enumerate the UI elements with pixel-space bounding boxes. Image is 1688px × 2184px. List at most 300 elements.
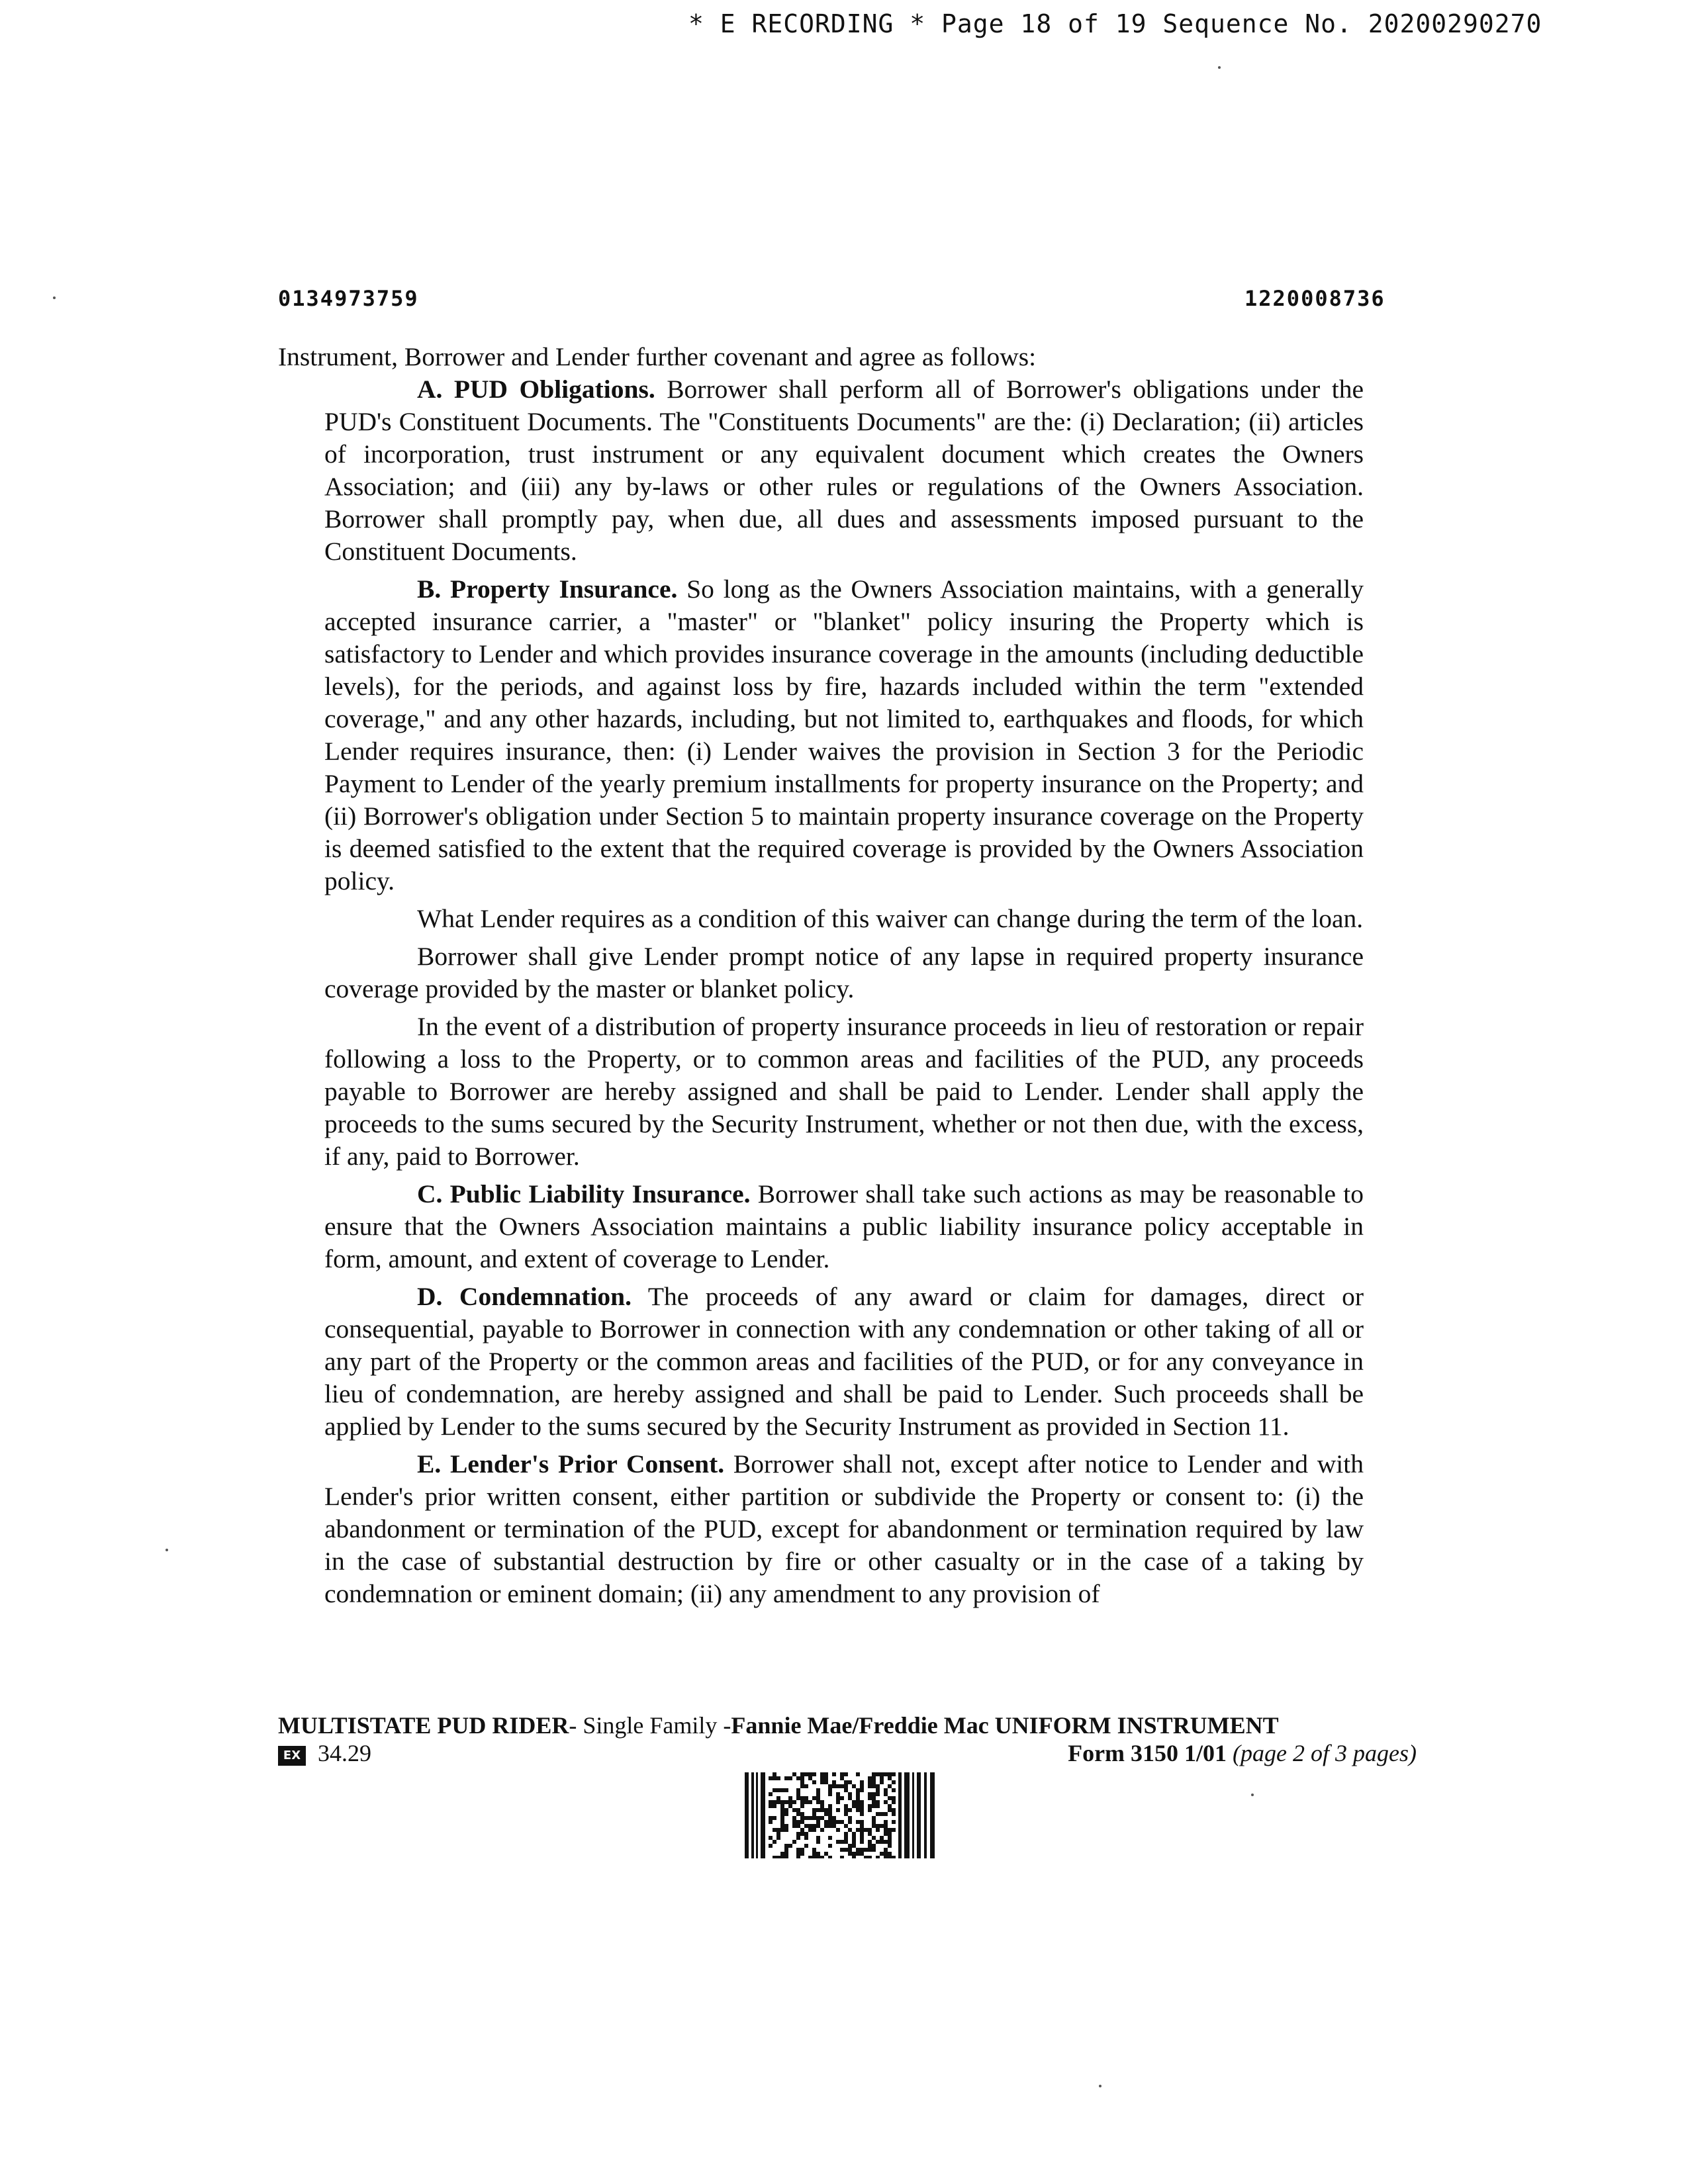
- barcode-module: [892, 1820, 896, 1824]
- barcode-module: [876, 1792, 880, 1796]
- barcode-module: [884, 1792, 888, 1796]
- barcode-module: [844, 1788, 848, 1792]
- barcode-module: [888, 1832, 892, 1836]
- barcode-module: [848, 1820, 852, 1824]
- barcode-module: [816, 1824, 820, 1828]
- barcode-module: [864, 1856, 868, 1858]
- barcode-module: [860, 1812, 864, 1816]
- barcode-module: [872, 1772, 876, 1776]
- barcode-module: [880, 1824, 884, 1828]
- barcode-module: [796, 1852, 800, 1856]
- barcode-module: [860, 1808, 864, 1812]
- barcode-module: [820, 1804, 824, 1808]
- barcode-module: [784, 1856, 788, 1858]
- barcode-module: [792, 1772, 796, 1776]
- barcode-module: [820, 1780, 824, 1784]
- barcode-module: [844, 1848, 848, 1852]
- loan-number-right: 1220008736: [1244, 286, 1385, 311]
- barcode-module: [808, 1772, 812, 1776]
- barcode-module: [880, 1812, 884, 1816]
- barcode-module: [773, 1772, 776, 1776]
- barcode-module: [828, 1812, 832, 1816]
- barcode-module: [844, 1808, 848, 1812]
- barcode-module: [860, 1784, 864, 1788]
- barcode-module: [856, 1792, 860, 1796]
- barcode-module: [880, 1776, 884, 1780]
- barcode-module: [820, 1772, 824, 1776]
- barcode-module: [880, 1772, 884, 1776]
- barcode-module: [868, 1844, 872, 1848]
- barcode-module: [820, 1828, 824, 1832]
- scan-speck: [1099, 2085, 1102, 2087]
- barcode-module: [844, 1840, 848, 1844]
- barcode-module: [884, 1840, 888, 1844]
- barcode-module: [816, 1840, 820, 1844]
- section-b-text: So long as the Owners Association maintains, with a generally accepted insurance carrier, a "master" or "blanket" policy insuring the Property which is satisfactory to Lender and which provides insurance coverage in the amounts (including deductible levels), for the periods, and against loss by fire, hazards included within the term "extended coverage," and any other hazards, including, but not limited to, earthquakes and floods, for which Lender requires insurance, then: (i) Lender waives the provision in Section 3 for the Periodic Payment to Lender of the yearly premium installments for property insurance on the Property; and (ii) Borrower's obligation under Section 5 to maintain property insurance coverage on the Property is deemed satisfied to the extent that the required coverage is provided by the Owners Association policy.: [324, 574, 1364, 895]
- barcode-module: [800, 1812, 804, 1816]
- barcode-module: [773, 1776, 776, 1780]
- barcode-module: [780, 1820, 784, 1824]
- barcode-module: [820, 1800, 824, 1804]
- barcode-module: [808, 1816, 812, 1820]
- section-a-heading: A. PUD Obligations.: [417, 375, 655, 404]
- barcode-module: [796, 1796, 800, 1800]
- barcode-module: [876, 1856, 880, 1858]
- barcode-module: [796, 1788, 800, 1792]
- ex-badge-icon: EX: [278, 1746, 306, 1766]
- barcode-module: [788, 1776, 792, 1780]
- barcode-module: [800, 1780, 804, 1784]
- barcode-module: [769, 1776, 773, 1780]
- barcode-module: [769, 1836, 773, 1840]
- barcode-module: [796, 1824, 800, 1828]
- barcode-module: [868, 1804, 872, 1808]
- barcode-module: [872, 1784, 876, 1788]
- barcode-module: [836, 1784, 840, 1788]
- barcode-module: [892, 1828, 896, 1832]
- barcode-module: [888, 1828, 892, 1832]
- barcode-module: [800, 1820, 804, 1824]
- barcode-module: [860, 1852, 864, 1856]
- section-b: [324, 573, 1364, 897]
- barcode-module: [824, 1808, 828, 1812]
- barcode-module: [784, 1776, 788, 1780]
- barcode-module: [812, 1828, 816, 1832]
- barcode-module: [812, 1812, 816, 1816]
- barcode-module: [860, 1836, 864, 1840]
- barcode-module: [824, 1780, 828, 1784]
- barcode-module: [800, 1816, 804, 1820]
- barcode-module: [828, 1788, 832, 1792]
- barcode-module: [800, 1848, 804, 1852]
- barcode-module: [836, 1800, 840, 1804]
- barcode-module: [780, 1824, 784, 1828]
- barcode-module: [888, 1804, 892, 1808]
- barcode-module: [816, 1796, 820, 1800]
- barcode-module: [812, 1852, 816, 1856]
- barcode-module: [852, 1804, 856, 1808]
- barcode-module: [769, 1820, 773, 1824]
- barcode-module: [780, 1816, 784, 1820]
- barcode-module: [860, 1848, 864, 1852]
- barcode-module: [884, 1848, 888, 1852]
- barcode-module: [868, 1808, 872, 1812]
- barcode-module: [780, 1788, 784, 1792]
- barcode-module: [852, 1784, 856, 1788]
- barcode-module: [872, 1804, 876, 1808]
- barcode-module: [824, 1772, 828, 1776]
- barcode-module: [836, 1820, 840, 1824]
- barcode-module: [816, 1788, 820, 1792]
- barcode-module: [852, 1856, 856, 1858]
- barcode-module: [828, 1808, 832, 1812]
- barcode-module: [812, 1808, 816, 1812]
- footer-page-info: (page 2 of 3 pages): [1233, 1740, 1417, 1766]
- barcode-module: [892, 1808, 896, 1812]
- barcode-module: [852, 1840, 856, 1844]
- barcode-module: [816, 1820, 820, 1824]
- barcode-module: [872, 1820, 876, 1824]
- barcode-module: [860, 1832, 864, 1836]
- barcode-module: [888, 1844, 892, 1848]
- barcode-module: [816, 1792, 820, 1796]
- barcode-module: [776, 1788, 780, 1792]
- barcode-module: [784, 1808, 788, 1812]
- barcode-module: [812, 1772, 816, 1776]
- barcode-module: [840, 1856, 844, 1858]
- section-d-text: The proceeds of any award or claim for damages, direct or consequential, payable to Borrower in connection with any condemnation or other taking of all or any part of the Property or the common areas and facilities of the PUD, or for any conveyance in lieu of condemnation, are hereby assigned and shall be paid to Lender. Such proceeds shall be applied by Lender to the sums secured by the Security Instrument as provided in Section 11.: [324, 1282, 1364, 1441]
- barcode-module: [888, 1808, 892, 1812]
- barcode-module: [868, 1848, 872, 1852]
- document-body: [278, 341, 1364, 1615]
- barcode-module: [816, 1856, 820, 1858]
- barcode-module: [816, 1836, 820, 1840]
- barcode-module: [876, 1788, 880, 1792]
- footer-form-title: [278, 1711, 1364, 1739]
- barcode-module: [856, 1804, 860, 1808]
- barcode-module: [848, 1780, 852, 1784]
- barcode-module: [860, 1800, 864, 1804]
- barcode-module: [844, 1784, 848, 1788]
- barcode-module: [796, 1820, 800, 1824]
- barcode-module: [868, 1792, 872, 1796]
- barcode-module: [860, 1804, 864, 1808]
- barcode-module: [876, 1812, 880, 1816]
- barcode-module: [892, 1856, 896, 1858]
- barcode-module: [773, 1804, 776, 1808]
- barcode-module: [876, 1784, 880, 1788]
- barcode-module: [868, 1784, 872, 1788]
- barcode-module: [773, 1788, 776, 1792]
- barcode-module: [792, 1816, 796, 1820]
- barcode-module: [800, 1832, 804, 1836]
- footer-form-id: [1068, 1739, 1417, 1767]
- barcode-module: [860, 1824, 864, 1828]
- barcode-module: [868, 1796, 872, 1800]
- barcode-module: [800, 1772, 804, 1776]
- barcode-module: [776, 1836, 780, 1840]
- barcode-module: [812, 1848, 816, 1852]
- barcode-module: [876, 1800, 880, 1804]
- section-b-paragraph-4: In the event of a distribution of property insurance proceeds in lieu of restoration or repair following a loss to the Property, or to common areas and facilities of the PUD, any proceeds payable to Borrower are hereby assigned and shall be paid to Lender. Lender shall apply the proceeds to the sums secured by the Security Instrument, whether or not then due, with the excess, if any, paid to Borrower.: [324, 1012, 1364, 1171]
- barcode-module: [880, 1852, 884, 1856]
- barcode-module: [776, 1800, 780, 1804]
- intro-line: Instrument, Borrower and Lender further covenant and agree as follows:: [278, 342, 1037, 371]
- barcode-module: [769, 1816, 773, 1820]
- barcode-module: [860, 1788, 864, 1792]
- barcode-module: [800, 1800, 804, 1804]
- barcode-module: [796, 1812, 800, 1816]
- section-b-paragraph-2: What Lender requires as a condition of this waiver can change during the term of the loan.: [417, 904, 1364, 933]
- barcode-module: [816, 1808, 820, 1812]
- barcode-module: [892, 1812, 896, 1816]
- barcode-module: [804, 1772, 808, 1776]
- barcode-module: [844, 1812, 848, 1816]
- barcode-module: [800, 1828, 804, 1832]
- barcode-module: [800, 1796, 804, 1800]
- barcode-module: [868, 1840, 872, 1844]
- barcode-module: [804, 1800, 808, 1804]
- barcode-module: [856, 1788, 860, 1792]
- barcode-module: [812, 1824, 816, 1828]
- footer-form-info: [278, 1739, 1417, 1767]
- barcode-module: [828, 1816, 832, 1820]
- barcode-module: [828, 1784, 832, 1788]
- barcode-module: [892, 1796, 896, 1800]
- barcode-module: [844, 1836, 848, 1840]
- barcode-module: [800, 1784, 804, 1788]
- barcode-module: [868, 1856, 872, 1858]
- barcode-module: [844, 1832, 848, 1836]
- barcode-module: [872, 1844, 876, 1848]
- barcode-module: [769, 1792, 773, 1796]
- barcode-module: [804, 1832, 808, 1836]
- barcode-module: [773, 1840, 776, 1844]
- barcode-module: [892, 1772, 896, 1776]
- barcode-module: [788, 1844, 792, 1848]
- barcode-module: [856, 1820, 860, 1824]
- section-c-text: Borrower shall take such actions as may be reasonable to ensure that the Owners Association maintains a public liability insurance policy acceptable in form, amount, and extent of coverage to Lender.: [324, 1179, 1364, 1273]
- barcode-module: [888, 1852, 892, 1856]
- barcode-module: [804, 1796, 808, 1800]
- barcode-module: [840, 1840, 844, 1844]
- barcode-module: [820, 1816, 824, 1820]
- barcode-module: [884, 1856, 888, 1858]
- barcode-module: [776, 1856, 780, 1858]
- barcode-module: [892, 1780, 896, 1784]
- barcode-module: [792, 1800, 796, 1804]
- barcode-module: [844, 1804, 848, 1808]
- barcode-module: [852, 1836, 856, 1840]
- barcode-module: [784, 1824, 788, 1828]
- barcode-module: [832, 1824, 836, 1828]
- barcode-module: [884, 1812, 888, 1816]
- barcode-module: [824, 1820, 828, 1824]
- loan-number-left: 0134973759: [278, 286, 419, 311]
- section-a: [324, 373, 1364, 568]
- barcode-module: [844, 1780, 848, 1784]
- barcode-module: [840, 1776, 844, 1780]
- barcode-module: [872, 1776, 876, 1780]
- barcode-module: [872, 1836, 876, 1840]
- barcode-module: [848, 1828, 852, 1832]
- barcode-module: [844, 1824, 848, 1828]
- barcode-module: [808, 1828, 812, 1832]
- barcode-module: [892, 1788, 896, 1792]
- barcode-module: [804, 1784, 808, 1788]
- barcode-module: [888, 1772, 892, 1776]
- barcode-module: [792, 1824, 796, 1828]
- barcode-module: [820, 1808, 824, 1812]
- barcode-module: [796, 1856, 800, 1858]
- barcode-module: [769, 1804, 773, 1808]
- barcode-module: [848, 1844, 852, 1848]
- barcode-module: [828, 1792, 832, 1796]
- barcode-module: [884, 1788, 888, 1792]
- barcode-module: [784, 1848, 788, 1852]
- barcode-module: [808, 1776, 812, 1780]
- barcode-module: [888, 1836, 892, 1840]
- barcode-module: [856, 1772, 860, 1776]
- barcode-module: [872, 1796, 876, 1800]
- barcode-module: [864, 1828, 868, 1832]
- barcode-module: [836, 1828, 840, 1832]
- barcode-module: [812, 1856, 816, 1858]
- barcode-module: [884, 1824, 888, 1828]
- barcode-module: [769, 1800, 773, 1804]
- scan-speck: [53, 296, 56, 299]
- barcode-module: [773, 1828, 776, 1832]
- barcode-module: [852, 1852, 856, 1856]
- barcode-module: [888, 1776, 892, 1780]
- barcode-module: [784, 1788, 788, 1792]
- barcode-module: [876, 1772, 880, 1776]
- barcode-module: [828, 1844, 832, 1848]
- barcode-module: [840, 1784, 844, 1788]
- barcode-module: [784, 1800, 788, 1804]
- barcode-module: [796, 1836, 800, 1840]
- barcode-module: [828, 1836, 832, 1840]
- barcode-module: [856, 1848, 860, 1852]
- barcode-module: [840, 1796, 844, 1800]
- barcode-module: [828, 1804, 832, 1808]
- barcode-module: [824, 1812, 828, 1816]
- barcode-module: [796, 1832, 800, 1836]
- footer-form-code: 34.29: [318, 1740, 371, 1766]
- barcode-module: [860, 1840, 864, 1844]
- section-a-text: Borrower shall perform all of Borrower's obligations under the PUD's Constituent Documents. The "Constituents Documents" are the: (i) Declaration; (ii) articles of incorporation, trust instrument or any equivalent document which creates the Owners Association; and (iii) any by-laws or other rules or regulations of the Owners Association. Borrower shall promptly pay, when due, all dues and assessments imposed pursuant to the Constituent Documents.: [324, 375, 1364, 566]
- footer-title-bold-1: MULTISTATE PUD RIDER: [278, 1712, 569, 1739]
- barcode-module: [836, 1792, 840, 1796]
- barcode-module: [776, 1776, 780, 1780]
- barcode-module: [820, 1856, 824, 1858]
- barcode-module: [840, 1772, 844, 1776]
- barcode-module: [796, 1792, 800, 1796]
- barcode-module: [884, 1832, 888, 1836]
- barcode-module: [796, 1808, 800, 1812]
- barcode-module: [852, 1800, 856, 1804]
- barcode-module: [872, 1780, 876, 1784]
- section-d-heading: D. Condemnation.: [417, 1282, 632, 1311]
- barcode-module: [784, 1812, 788, 1816]
- barcode-module: [880, 1836, 884, 1840]
- barcode-module: [856, 1808, 860, 1812]
- barcode-module: [848, 1808, 852, 1812]
- section-c-heading: C. Public Liability Insurance.: [417, 1179, 751, 1208]
- scan-speck: [1218, 66, 1221, 69]
- footer-form-number: Form 3150 1/01: [1068, 1740, 1227, 1766]
- barcode-module: [860, 1828, 864, 1832]
- barcode-module: [816, 1816, 820, 1820]
- barcode-module: [848, 1816, 852, 1820]
- barcode-module: [828, 1820, 832, 1824]
- barcode-module: [848, 1852, 852, 1856]
- barcode-module: [868, 1780, 872, 1784]
- barcode-module: [792, 1840, 796, 1844]
- recording-header: * E RECORDING * Page 18 of 19 Sequence No. 20200290270: [688, 9, 1542, 38]
- barcode-module: [788, 1800, 792, 1804]
- barcode-module: [872, 1800, 876, 1804]
- barcode-module: [832, 1780, 836, 1784]
- barcode-module: [848, 1792, 852, 1796]
- barcode-module: [876, 1824, 880, 1828]
- barcode-module: [884, 1820, 888, 1824]
- barcode-module: [856, 1828, 860, 1832]
- barcode-module: [856, 1796, 860, 1800]
- barcode-module: [773, 1800, 776, 1804]
- barcode-module: [884, 1828, 888, 1832]
- barcode-module: [864, 1848, 868, 1852]
- barcode-module: [796, 1848, 800, 1852]
- barcode-module: [832, 1820, 836, 1824]
- barcode-module: [888, 1856, 892, 1858]
- barcode-module: [776, 1796, 780, 1800]
- barcode-module: [824, 1776, 828, 1780]
- barcode-module: [836, 1796, 840, 1800]
- barcode-module: [888, 1784, 892, 1788]
- barcode-module: [884, 1772, 888, 1776]
- barcode-module: [780, 1856, 784, 1858]
- barcode-module: [784, 1844, 788, 1848]
- barcode-module: [808, 1800, 812, 1804]
- scan-speck: [165, 1549, 168, 1551]
- barcode-module: [816, 1800, 820, 1804]
- barcode-module: [832, 1784, 836, 1788]
- barcode-module: [860, 1780, 864, 1784]
- barcode-module: [808, 1856, 812, 1858]
- section-e-heading: E. Lender's Prior Consent.: [417, 1449, 725, 1479]
- footer-title-bold-2: Fannie Mae/Freddie Mac UNIFORM INSTRUMENT: [731, 1712, 1279, 1739]
- barcode-module: [773, 1816, 776, 1820]
- barcode-image: [745, 1772, 937, 1858]
- barcode-module: [872, 1792, 876, 1796]
- barcode-module: [769, 1844, 773, 1848]
- barcode-module: [876, 1840, 880, 1844]
- barcode-module: [812, 1796, 816, 1800]
- barcode-module: [876, 1804, 880, 1808]
- footer-title-regular: - Single Family -: [569, 1712, 731, 1739]
- section-b-heading: B. Property Insurance.: [417, 574, 678, 604]
- barcode-module: [796, 1776, 800, 1780]
- barcode-module: [780, 1800, 784, 1804]
- barcode-module: [892, 1800, 896, 1804]
- barcode-module: [868, 1828, 872, 1832]
- barcode-module: [880, 1840, 884, 1844]
- barcode-module: [832, 1816, 836, 1820]
- barcode-module: [776, 1828, 780, 1832]
- scan-speck: [1251, 1794, 1254, 1796]
- barcode-module: [800, 1852, 804, 1856]
